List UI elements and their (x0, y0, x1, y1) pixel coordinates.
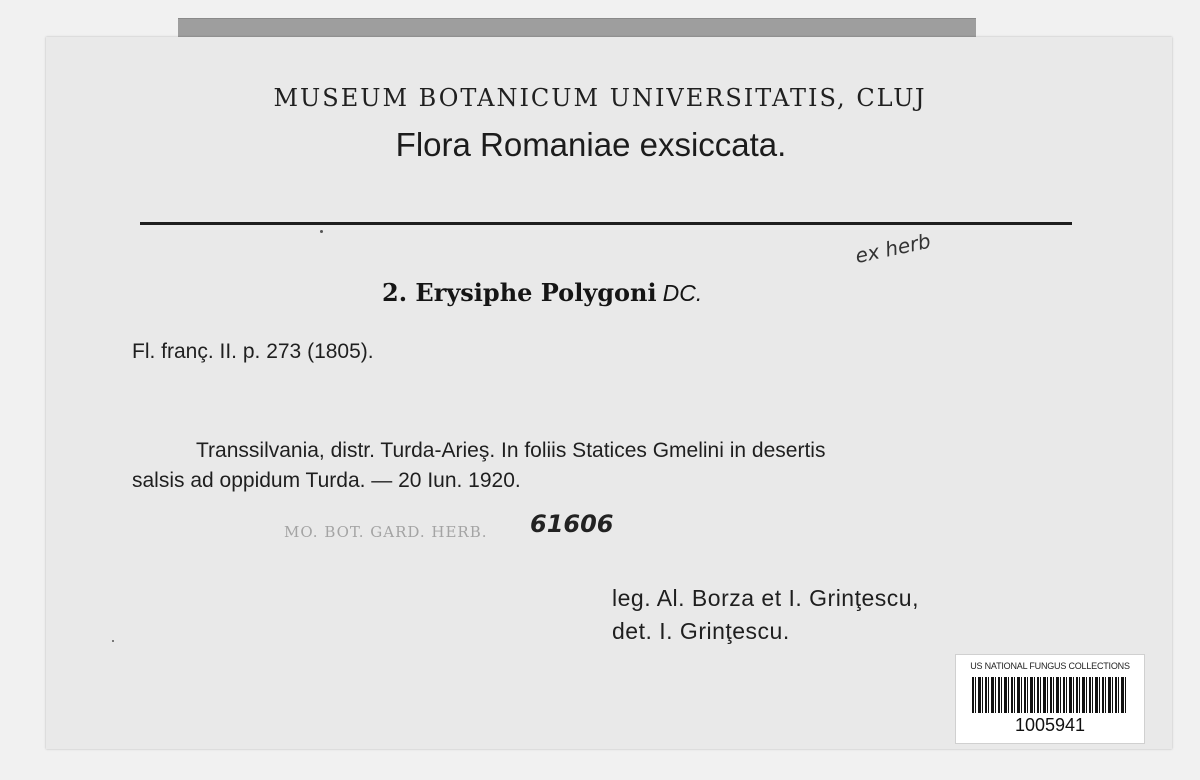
series-title: Flora Romaniae exsiccata. (395, 126, 787, 163)
locality-line-1: Transsilvania, distr. Turda-Arieş. In foliis Statices Gmelini in desertis (196, 439, 826, 462)
header-divider (140, 222, 1072, 225)
handwritten-annotation: ex herb (853, 228, 933, 268)
herbarium-stamp: MO. BOT. GARD. HERB. (284, 523, 488, 541)
collector-leg: leg. Al. Borza et I. Grinţescu, (612, 585, 919, 611)
paper-speck (320, 230, 323, 233)
barcode-label (955, 654, 1145, 744)
species-name (382, 278, 702, 307)
barcode-number: 1005941 (1014, 715, 1086, 735)
paper-speck (112, 640, 114, 642)
species-number-name: 2. Erysiphe Polygoni (382, 278, 657, 307)
collector-det: det. I. Grinţescu. (612, 618, 790, 644)
species-author: DC. (662, 280, 703, 306)
locality-line-2: salsis ad oppidum Turda. — 20 Iun. 1920. (132, 469, 521, 492)
literature-reference: Fl. franç. II. p. 273 (1805). (132, 340, 374, 363)
barcode-institution: US NATIONAL FUNGUS COLLECTIONS (970, 661, 1130, 671)
locality-text (132, 436, 1092, 496)
collector-block (612, 582, 919, 648)
herbarium-accession-number: 61606 (530, 510, 614, 538)
museum-heading: MUSEUM BOTANICUM UNIVERSITATIS, CLUJ (273, 84, 927, 112)
barcode-icon (972, 677, 1128, 713)
